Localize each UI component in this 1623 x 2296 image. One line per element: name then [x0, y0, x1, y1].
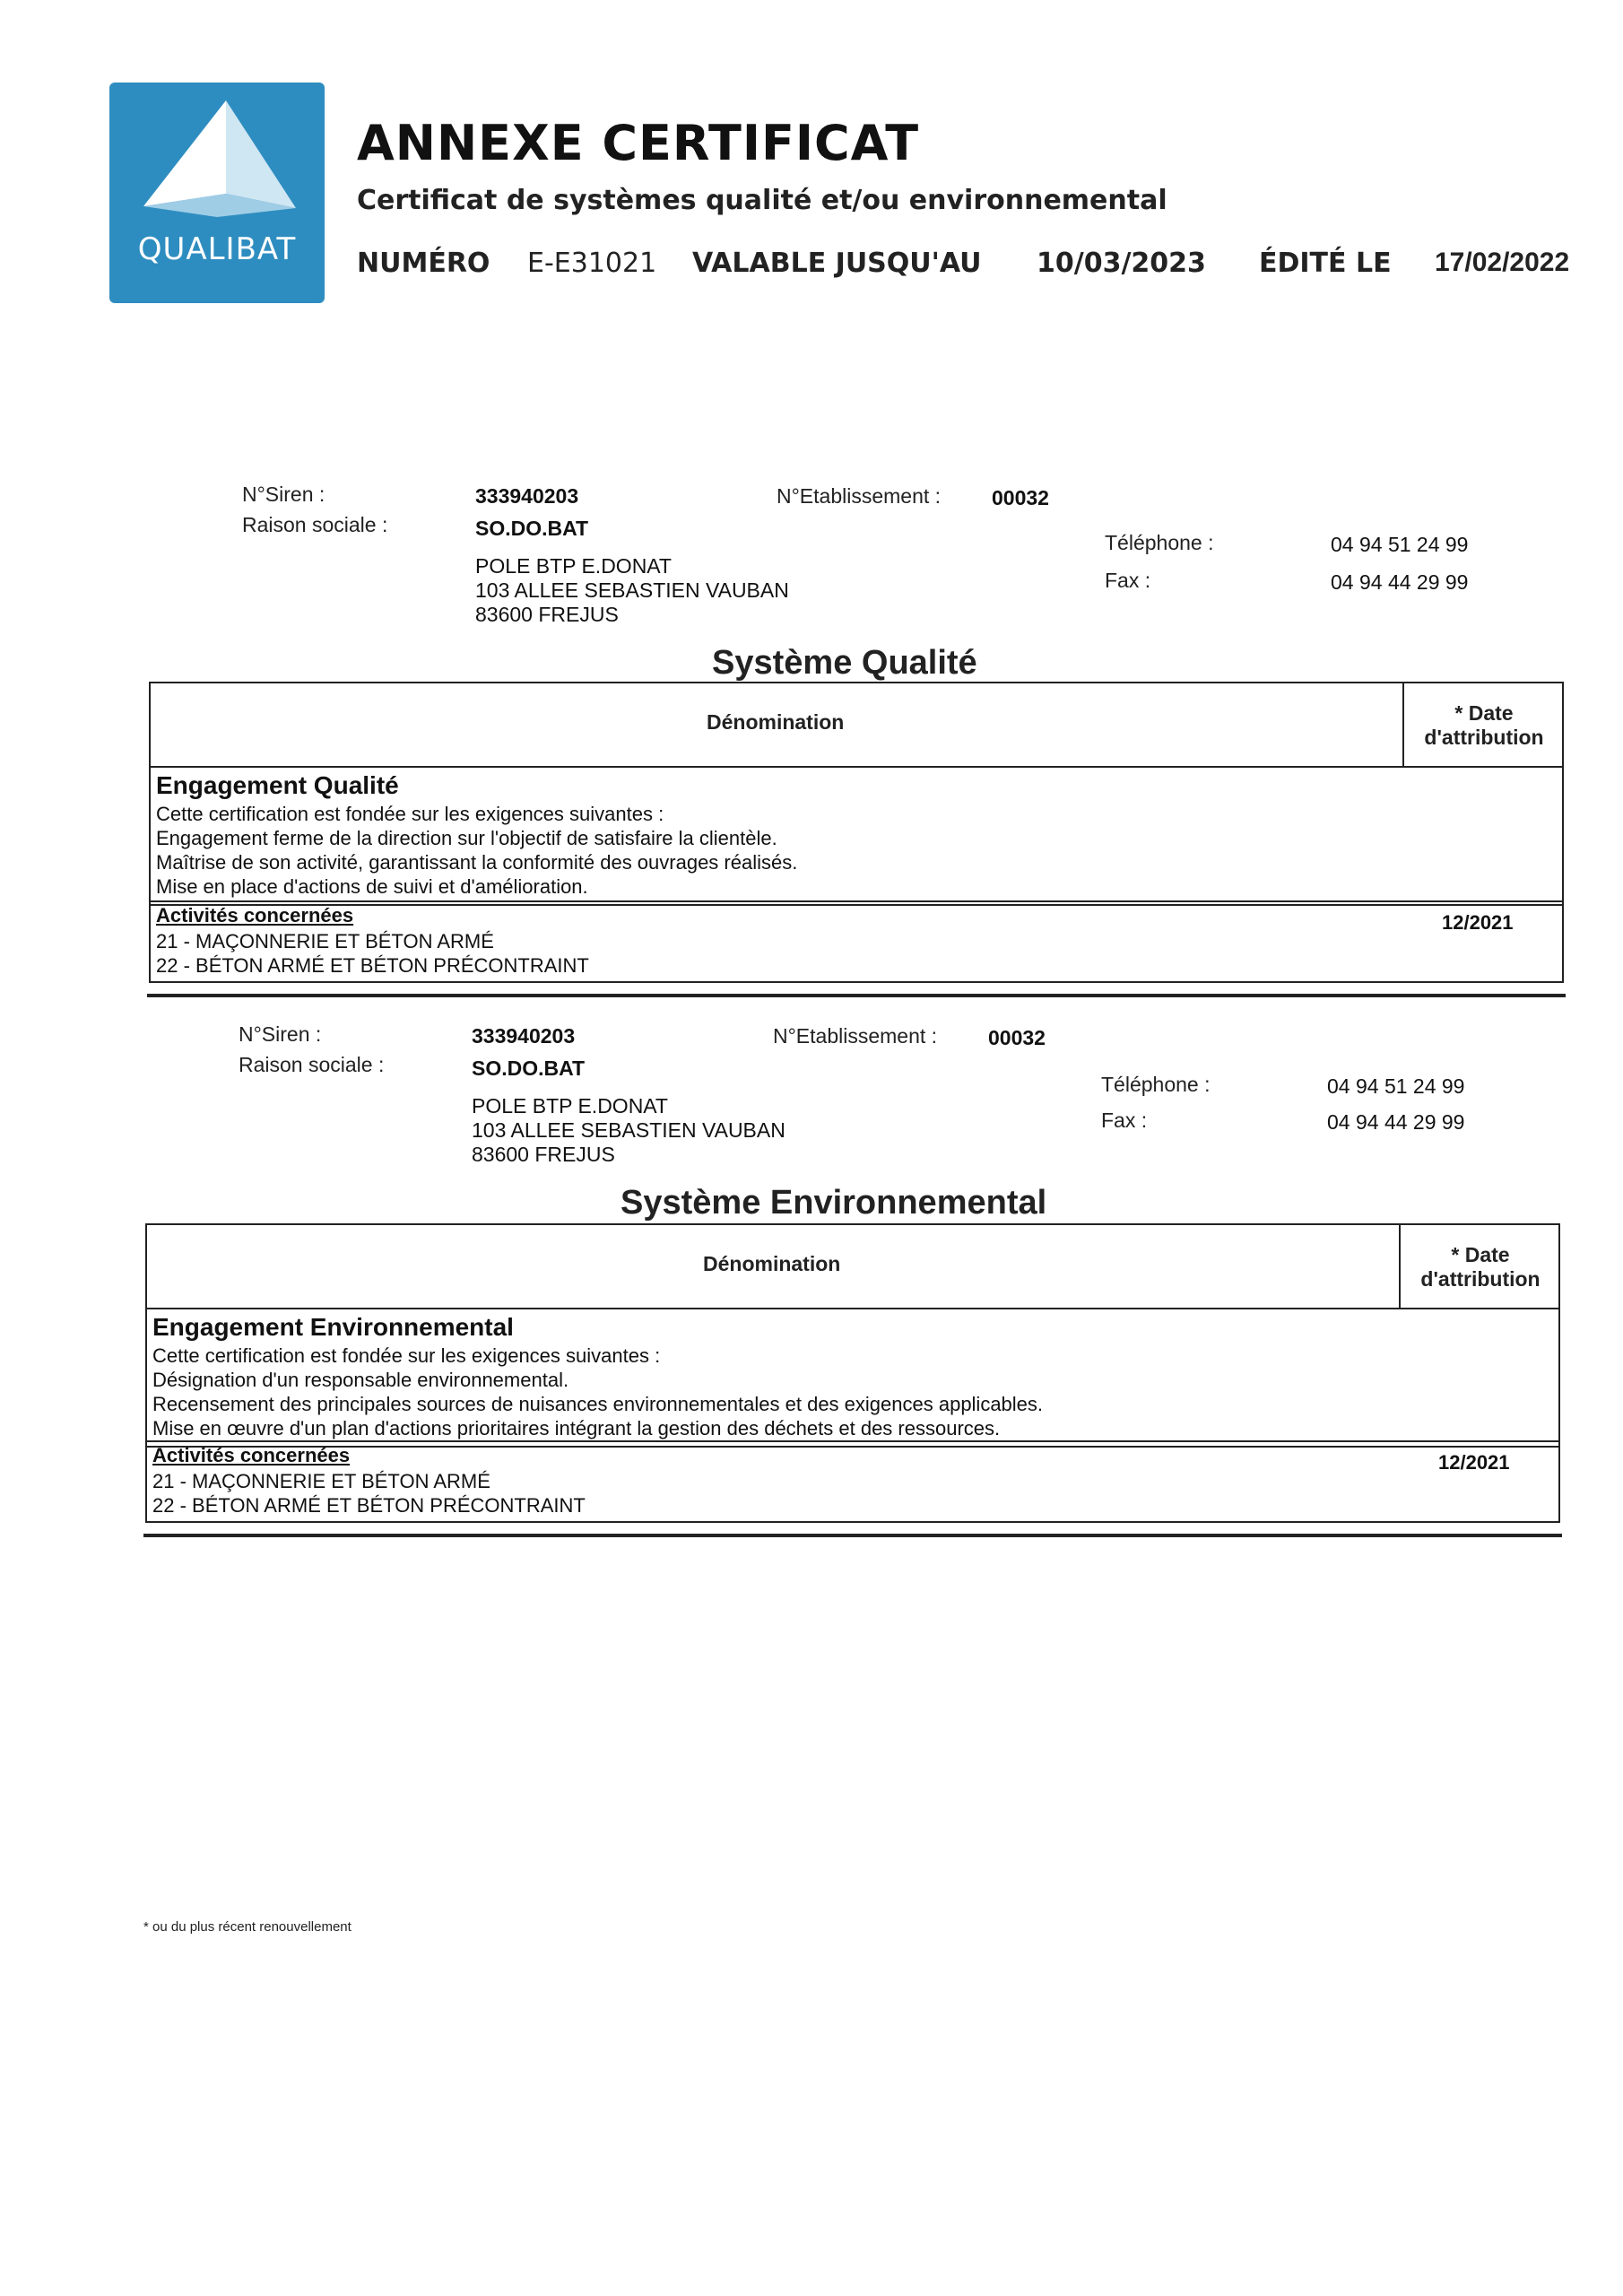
requirement-line: Engagement ferme de la direction sur l'objectif de satisfaire la clientèle.: [156, 827, 777, 849]
logo-brand: QUALIBAT: [137, 231, 297, 267]
telephone-label: Téléphone :: [1105, 531, 1214, 554]
etablissement-label: N°Etablissement :: [773, 1024, 938, 1048]
address-line: 103 ALLEE SEBASTIEN VAUBAN: [472, 1118, 785, 1142]
date-header: * Date d'attribution: [1420, 1243, 1541, 1291]
engagement-block: [145, 1308, 1560, 1448]
engagement-block: [149, 766, 1564, 906]
requirement-line: Cette certification est fondée sur les exigences suivantes :: [152, 1344, 661, 1367]
document-title: ANNEXE CERTIFICAT: [357, 115, 920, 171]
requirement-line: Recensement des principales sources de nuisances environnementales et des exigences applicables.: [152, 1393, 1044, 1415]
raison-sociale-label: Raison sociale :: [239, 1053, 385, 1076]
qualibat-logo: [109, 83, 325, 303]
address-line: POLE BTP E.DONAT: [472, 1094, 668, 1118]
raison-sociale-value: SO.DO.BAT: [472, 1057, 586, 1080]
activity-item: 22 - BÉTON ARMÉ ET BÉTON PRÉCONTRAINT: [152, 1494, 586, 1517]
siren-label: N°Siren :: [242, 483, 325, 506]
section-title: Système Environnemental: [621, 1184, 1047, 1222]
activity-item: 21 - MAÇONNERIE ET BÉTON ARMÉ: [152, 1470, 490, 1492]
etablissement-value: 00032: [988, 1026, 1046, 1049]
engagement-title: Engagement Environnemental: [152, 1313, 514, 1341]
denomination-header: Dénomination: [703, 1252, 841, 1275]
date-header: * Date d'attribution: [1424, 701, 1544, 749]
table-header-row: [149, 682, 1564, 768]
pyramid-icon: [109, 83, 325, 303]
edite-label: ÉDITÉ LE: [1259, 248, 1392, 279]
valable-label: VALABLE JUSQU'AU: [692, 248, 982, 279]
raison-sociale-value: SO.DO.BAT: [475, 517, 589, 540]
requirement-line: Mise en œuvre d'un plan d'actions prioritaires intégrant la gestion des déchets et des ressources.: [152, 1417, 1001, 1439]
siren-label: N°Siren :: [239, 1022, 322, 1046]
activities-block: [145, 1440, 1560, 1523]
address-line: 83600 FREJUS: [472, 1143, 615, 1166]
engagement-title: Engagement Qualité: [156, 771, 399, 799]
attribution-date: 12/2021: [1438, 1451, 1510, 1474]
activity-item: 21 - MAÇONNERIE ET BÉTON ARMÉ: [156, 930, 494, 952]
etablissement-value: 00032: [992, 486, 1049, 509]
section-title: Système Qualité: [712, 644, 977, 682]
section-separator: [147, 994, 1566, 997]
address-line: 83600 FREJUS: [475, 603, 619, 626]
fax-value: 04 94 44 29 99: [1331, 570, 1469, 594]
activities-title: Activités concernées: [152, 1444, 351, 1466]
valable-date: 10/03/2023: [1037, 248, 1206, 279]
address-line: POLE BTP E.DONAT: [475, 554, 672, 578]
raison-sociale-label: Raison sociale :: [242, 513, 388, 536]
fax-label: Fax :: [1105, 569, 1151, 592]
section-separator: [143, 1534, 1562, 1537]
activities-block: [149, 900, 1564, 983]
numero-label: NUMÉRO: [357, 248, 490, 279]
activities-title: Activités concernées: [156, 904, 354, 926]
attribution-date: 12/2021: [1442, 911, 1514, 934]
requirement-line: Désignation d'un responsable environnemental.: [152, 1369, 569, 1391]
telephone-label: Téléphone :: [1101, 1073, 1211, 1096]
document-subtitle: Certificat de systèmes qualité et/ou environnemental: [357, 185, 1167, 216]
telephone-value: 04 94 51 24 99: [1327, 1074, 1465, 1098]
fax-value: 04 94 44 29 99: [1327, 1110, 1465, 1134]
activity-item: 22 - BÉTON ARMÉ ET BÉTON PRÉCONTRAINT: [156, 954, 589, 977]
table-header-row: [145, 1223, 1560, 1309]
denomination-header: Dénomination: [707, 710, 845, 734]
siren-value: 333940203: [475, 484, 579, 508]
footnote: * ou du plus récent renouvellement: [143, 1919, 352, 1935]
requirement-line: Cette certification est fondée sur les exigences suivantes :: [156, 803, 664, 825]
requirement-line: Mise en place d'actions de suivi et d'amélioration.: [156, 875, 588, 898]
requirement-line: Maîtrise de son activité, garantissant la conformité des ouvrages réalisés.: [156, 851, 798, 874]
edite-date: 17/02/2022: [1435, 248, 1570, 277]
siren-value: 333940203: [472, 1024, 576, 1048]
fax-label: Fax :: [1101, 1109, 1148, 1132]
etablissement-label: N°Etablissement :: [777, 484, 942, 508]
telephone-value: 04 94 51 24 99: [1331, 533, 1469, 556]
address-line: 103 ALLEE SEBASTIEN VAUBAN: [475, 578, 789, 602]
numero-value: E-E31021: [527, 248, 657, 279]
